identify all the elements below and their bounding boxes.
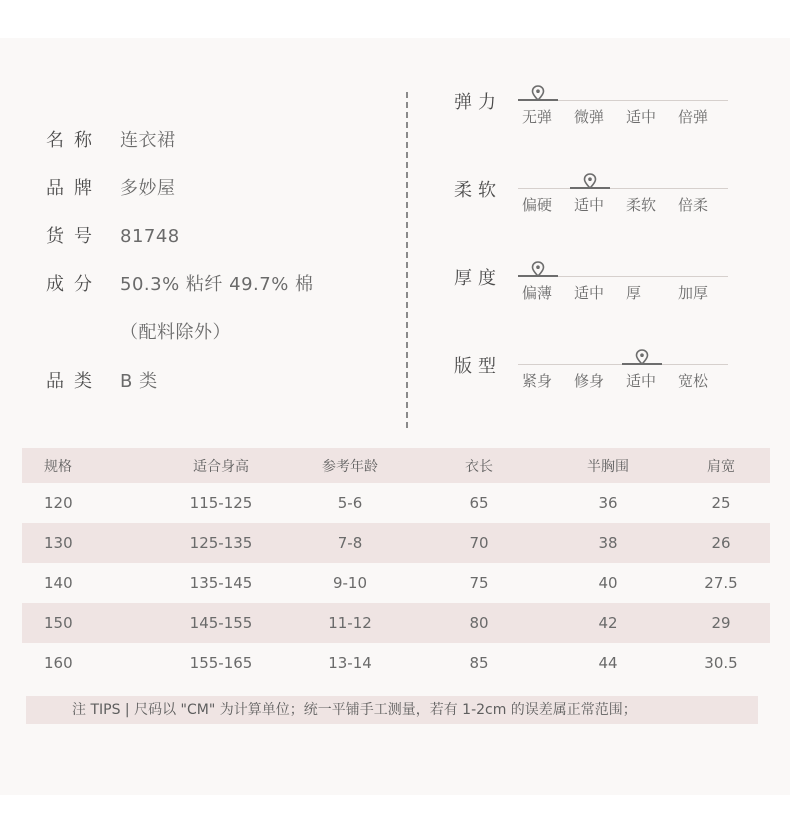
info-value: 连衣裙 <box>120 130 176 151</box>
table-cell: 115-125 <box>189 494 253 512</box>
table-header-cell: 肩宽 <box>707 458 735 475</box>
scale-option: 偏硬 <box>522 196 553 214</box>
info-label: 成分 <box>46 274 102 295</box>
table-cell: 140 <box>44 574 73 592</box>
table-cell: 44 <box>598 654 618 672</box>
info-label: 货号 <box>46 226 102 247</box>
info-row-item-no <box>46 222 180 248</box>
table-cell: 7-8 <box>337 534 363 552</box>
table-cell: 36 <box>598 494 618 512</box>
table-row <box>22 523 770 563</box>
scale-label: 版型 <box>454 356 502 377</box>
table-cell: 5-6 <box>337 494 363 512</box>
scale-option: 倍柔 <box>678 196 709 214</box>
scale-option: 适中 <box>626 372 657 390</box>
info-value: （配料除外） <box>120 322 231 343</box>
scale-option: 倍弹 <box>678 108 709 126</box>
info-value: B 类 <box>120 371 158 392</box>
size-table <box>22 448 770 683</box>
table-cell: 65 <box>469 494 489 512</box>
table-cell: 25 <box>711 494 731 512</box>
divider-dashed <box>406 92 408 428</box>
table-header-row <box>22 448 770 483</box>
scale-track <box>518 364 728 365</box>
info-label: 品牌 <box>46 178 102 199</box>
table-cell: 9-10 <box>332 574 368 592</box>
scale-option: 柔软 <box>626 196 657 214</box>
table-cell: 26 <box>711 534 731 552</box>
table-cell: 11-12 <box>328 614 372 632</box>
table-header-cell: 规格 <box>44 458 72 475</box>
table-cell: 125-135 <box>189 534 253 552</box>
sizing-note: 注 TIPS | 尺码以 "CM" 为计算单位；统一平铺手工测量，若有 1-2cm 的误差属正常范围； <box>26 696 758 724</box>
info-row-brand <box>46 174 176 200</box>
scale-option: 微弹 <box>574 108 605 126</box>
info-label: 名称 <box>46 130 102 151</box>
info-row-composition <box>46 270 314 296</box>
table-cell: 145-155 <box>189 614 253 632</box>
info-value: 多妙屋 <box>120 178 176 199</box>
table-row <box>22 563 770 603</box>
table-cell: 160 <box>44 654 73 672</box>
table-cell: 135-145 <box>189 574 253 592</box>
scale-option: 宽松 <box>678 372 709 390</box>
table-row <box>22 643 770 683</box>
info-row-composition-note <box>46 318 231 344</box>
table-cell: 42 <box>598 614 618 632</box>
table-cell: 70 <box>469 534 489 552</box>
table-cell: 85 <box>469 654 489 672</box>
table-cell: 13-14 <box>328 654 372 672</box>
location-pin-icon <box>531 85 545 101</box>
table-cell: 120 <box>44 494 73 512</box>
table-header-cell: 半胸围 <box>587 458 629 475</box>
scale-option: 适中 <box>574 284 605 302</box>
scale-option: 厚 <box>626 284 642 302</box>
scale-track <box>518 276 728 277</box>
info-label: 品类 <box>46 371 102 392</box>
table-header-cell: 参考年龄 <box>322 458 378 475</box>
table-cell: 80 <box>469 614 489 632</box>
table-cell: 155-165 <box>189 654 253 672</box>
table-cell: 150 <box>44 614 73 632</box>
scale-option: 适中 <box>574 196 605 214</box>
table-cell: 30.5 <box>704 654 738 672</box>
table-header-cell: 衣长 <box>465 458 493 475</box>
info-value: 50.3% 粘纤 49.7% 棉 <box>120 274 314 295</box>
scale-option: 无弹 <box>522 108 553 126</box>
scale-track <box>518 100 728 101</box>
table-header-cell: 适合身高 <box>193 458 249 475</box>
table-row <box>22 603 770 643</box>
scale-label: 弹力 <box>454 92 502 113</box>
table-row <box>22 483 770 523</box>
scale-option: 适中 <box>626 108 657 126</box>
table-cell: 38 <box>598 534 618 552</box>
scale-option: 修身 <box>574 372 605 390</box>
scale-option: 紧身 <box>522 372 553 390</box>
table-cell: 75 <box>469 574 489 592</box>
product-detail-panel <box>0 38 790 795</box>
location-pin-icon <box>635 349 649 365</box>
info-value: 81748 <box>120 226 180 247</box>
scale-label: 柔软 <box>454 180 502 201</box>
location-pin-icon <box>531 261 545 277</box>
info-row-category <box>46 367 158 393</box>
scale-label: 厚度 <box>454 268 502 289</box>
info-row-name <box>46 126 176 152</box>
scale-track <box>518 188 728 189</box>
table-cell: 27.5 <box>704 574 738 592</box>
table-cell: 130 <box>44 534 73 552</box>
table-cell: 29 <box>711 614 731 632</box>
scale-option: 加厚 <box>678 284 709 302</box>
table-cell: 40 <box>598 574 618 592</box>
scale-option: 偏薄 <box>522 284 553 302</box>
location-pin-icon <box>583 173 597 189</box>
